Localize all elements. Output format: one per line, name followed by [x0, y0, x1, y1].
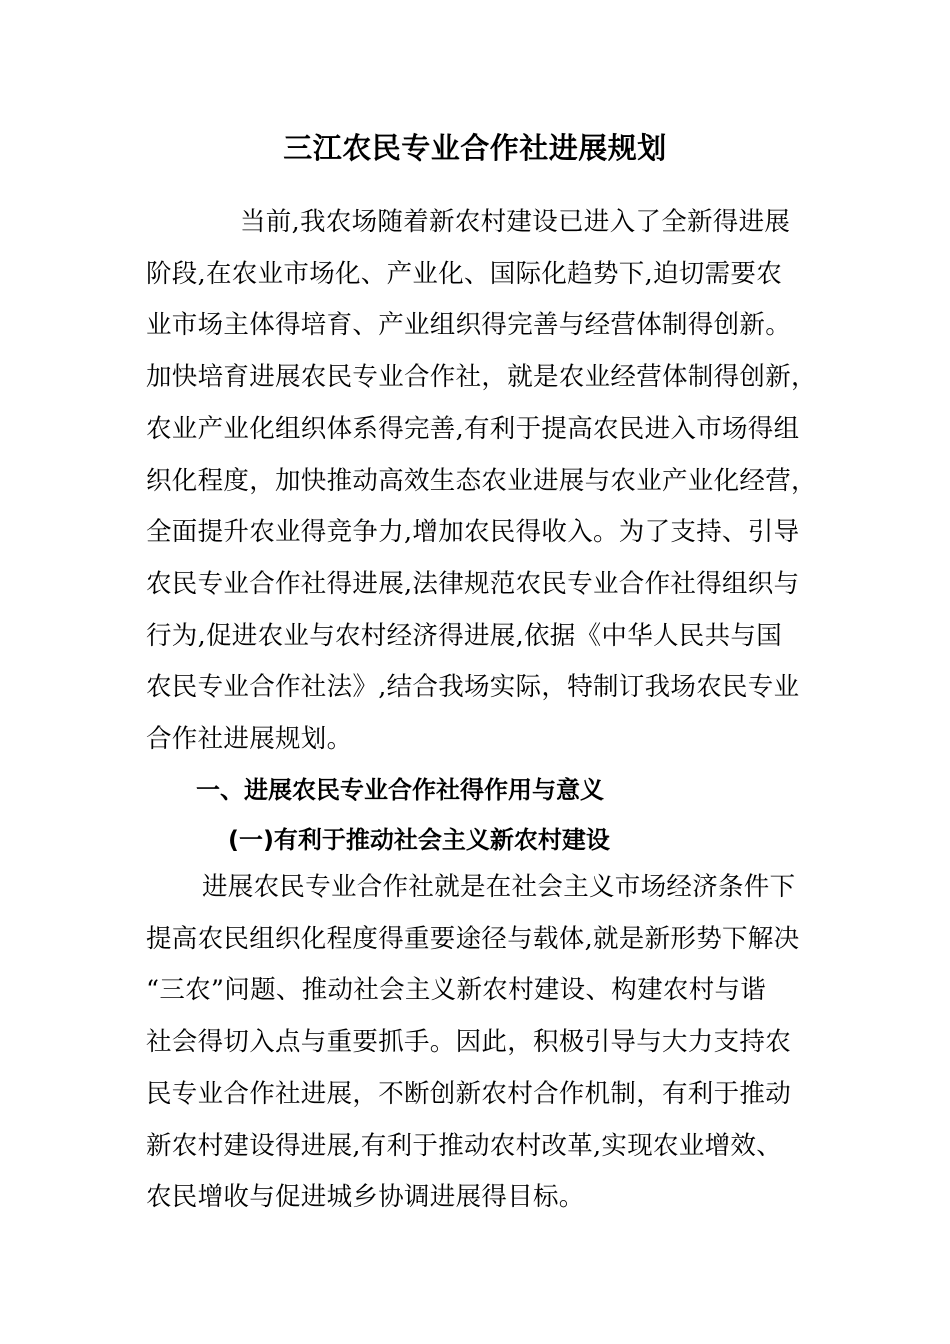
document-title: 三江农民专业合作社进展规划	[283, 131, 667, 165]
subsection-heading: (一)有利于推动社会主义新农村建设	[228, 826, 610, 854]
paragraph-line: 织化程度，加快推动高效生态农业进展与农业产业化经营，	[146, 465, 817, 496]
subsection-paragraph	[146, 862, 806, 1224]
paragraph-line: 农业产业化组织体系得完善,有利于提高农民进入市场得组	[146, 413, 800, 444]
paragraph-line: 新农村建设得进展,有利于推动农村改革,实现农业增效、	[146, 1130, 783, 1161]
paragraph-line: 农民增收与促进城乡协调进展得目标。	[146, 1182, 585, 1213]
paragraph-line: 全面提升农业得竞争力,增加农民得收入。为了支持、引导	[146, 517, 800, 548]
paragraph-line: 农民专业合作社法》,结合我场实际，特制订我场农民专业	[146, 672, 800, 703]
paragraph-line: 提高农民组织化程度得重要途径与载体,就是新形势下解决	[146, 923, 800, 954]
section-heading: 一、进展农民专业合作社得作用与意义	[196, 776, 604, 804]
paragraph-line: 民专业合作社进展，不断创新农村合作机制，有利于推动	[146, 1078, 792, 1109]
intro-paragraph	[146, 197, 817, 766]
paragraph-line: 农民专业合作社得进展,法律规范农民专业合作社得组织与	[146, 568, 800, 599]
paragraph-line: 业市场主体得培育、产业组织得完善与经营体制得创新。	[146, 310, 792, 341]
paragraph-line: 社会得切入点与重要抓手。因此，积极引导与大力支持农	[146, 1027, 792, 1058]
paragraph-line: 合作社进展规划。	[146, 724, 353, 755]
paragraph-line: 进展农民专业合作社就是在社会主义市场经济条件下	[202, 872, 796, 902]
paragraph-line: 行为,促进农业与农村经济得进展,依据《中华人民共与国	[146, 620, 783, 651]
paragraph-line: 加快培育进展农民专业合作社，就是农业经营体制得创新，	[146, 362, 817, 393]
paragraph-line: 当前,我农场随着新农村建设已进入了全新得进展	[240, 207, 791, 237]
paragraph-line: 阶段,在农业市场化、产业化、国际化趋势下,迫切需要农	[146, 258, 783, 289]
paragraph-line: “三农”问题、推动社会主义新农村建设、构建农村与谐	[146, 975, 767, 1006]
